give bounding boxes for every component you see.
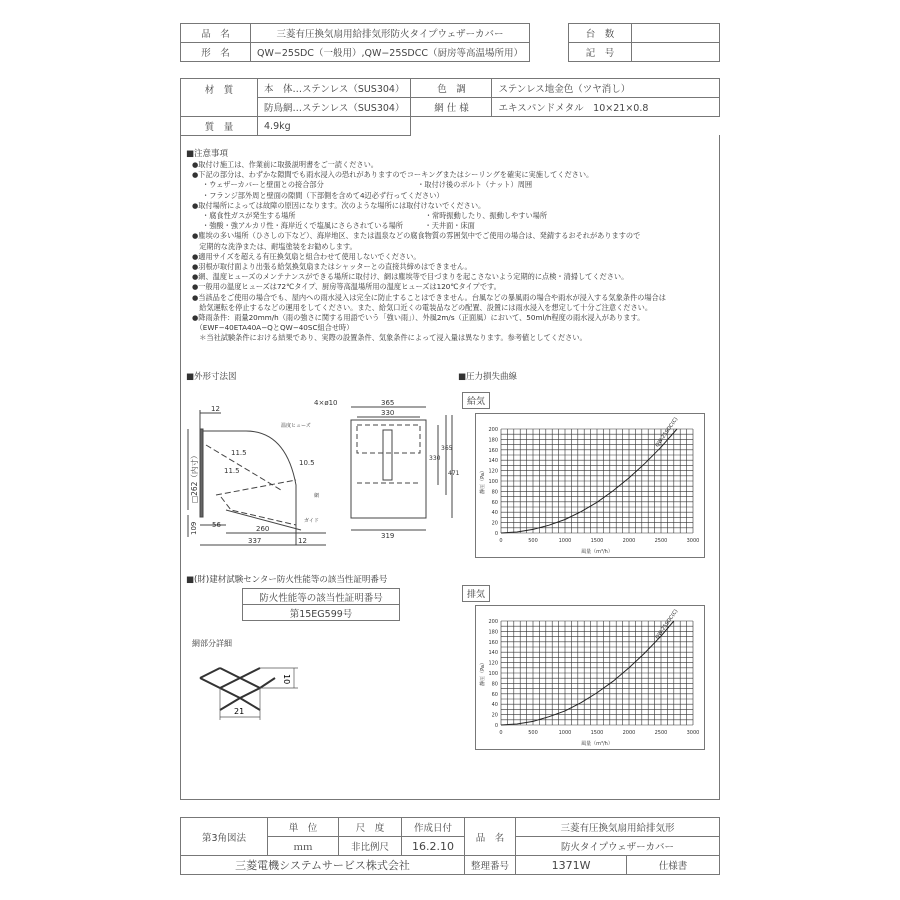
product-label: 品 名 [181, 24, 251, 43]
y-axis-label: 静圧（Pa） [480, 468, 486, 494]
y-axis-label: 静圧（Pa） [480, 660, 486, 686]
note-line: ・ウェザーカバーと壁面との接合部分 ・取付け後のボルト（ナット）周囲 [202, 180, 533, 190]
y-tick-label: 160 [488, 447, 498, 454]
y-tick-label: 200 [488, 427, 498, 433]
y-tick-label: 80 [491, 489, 498, 496]
mesh-height-dim: 10 [282, 674, 291, 685]
product-value: 三菱有圧換気扇用給排気形防火タイプウェザーカバー [251, 24, 530, 43]
y-tick-label: 100 [488, 479, 498, 485]
x-axis-label: 風量（m³/h） [581, 741, 613, 747]
exhaust-chart-label: 排気 [462, 585, 490, 602]
y-tick-label: 0 [494, 723, 498, 729]
color-value: ステンレス地金色（ツヤ消し） [492, 79, 720, 98]
scale-label: 尺 度 [339, 818, 402, 837]
supply-chart-label: 給気 [462, 392, 490, 409]
product-label: 品 名 [465, 818, 516, 856]
qty-value [632, 24, 720, 43]
y-tick-label: 80 [491, 681, 498, 688]
dim-label: 109 [190, 521, 198, 535]
title-block [180, 817, 720, 875]
x-tick-label: 1000 [558, 730, 572, 736]
note-line: ＊当社試験条件における結果であり、実際の設置条件、気象条件によって浸入量は異なります。参考値としてください。 [192, 333, 587, 343]
exhaust-pressure-chart [475, 605, 705, 750]
outline-drawing [186, 385, 460, 555]
scale-value: 非比例尺 [339, 837, 402, 856]
dim-label: 56 [212, 521, 221, 529]
x-axis-label: 風量（m³/h） [581, 549, 613, 555]
dim-label: 319 [381, 532, 395, 540]
dim-label: 471 [448, 470, 460, 477]
mark-label: 記 号 [569, 43, 632, 62]
x-tick-label: 500 [528, 730, 538, 736]
x-tick-label: 2500 [654, 538, 668, 544]
date-label: 作成日付 [402, 818, 465, 837]
y-tick-label: 0 [494, 531, 498, 537]
outline-title: ■外形寸法図 [186, 372, 237, 382]
certification-header: 防火性能等の該当性証明番号 [243, 589, 400, 605]
x-tick-label: 2500 [654, 730, 668, 736]
materials-table [180, 78, 720, 136]
product-line2: 防火タイプウェザーカバー [516, 837, 720, 856]
y-tick-label: 40 [491, 702, 498, 709]
series-label: QW-25SDC(C) [654, 416, 680, 449]
foundation-mark: 財 [197, 575, 206, 585]
note-line: ●適用サイズを超える有圧換気扇と組合わせて使用しないでください。 [192, 251, 421, 261]
qty-label: 台 数 [569, 24, 632, 43]
certification-title: ■(財)建材試験センター防火性能等の該当性証明番号 [186, 575, 388, 585]
dim-label: □262（内寸） [190, 451, 199, 503]
y-tick-label: 140 [488, 458, 498, 465]
color-label: 色 調 [411, 79, 492, 98]
x-tick-label: 3000 [686, 730, 700, 736]
note-line: （EWF−40ETA40A−QとQW−40SC組合せ時） [192, 323, 354, 333]
x-tick-label: 500 [528, 538, 538, 544]
callout-label: 温度ヒューズ [281, 423, 311, 429]
dim-label: 365 [381, 399, 395, 407]
x-tick-label: 1500 [590, 730, 604, 736]
notes-section [186, 148, 716, 344]
material-mesh: 防鳥網…ステンレス（SUS304） [258, 98, 411, 117]
series-label: QW-25SDC(C) [654, 608, 680, 641]
y-tick-label: 180 [488, 437, 498, 444]
y-tick-label: 20 [491, 712, 498, 719]
certification-title-text: 建材試験センター防火性能等の該当性証明番号 [209, 575, 388, 585]
mark-value [632, 43, 720, 62]
dim-label: 4×ø10 [314, 399, 338, 407]
note-line: 給気運転を停止するなどの運用をしてください。また、給気口近くの電装品などの配置、設置には雨水浸入を想定して十分ご注意ください。 [192, 302, 653, 312]
y-tick-label: 120 [488, 660, 498, 667]
product-table [180, 23, 530, 62]
weight-label: 質 量 [181, 117, 258, 136]
y-tick-label: 120 [488, 468, 498, 475]
note-line: ・強酸・強アルカリ性・海岸近くで塩風にさらされている場所 ・天井面・床面 [202, 221, 475, 231]
unit-value: ｍｍ [268, 837, 339, 856]
mesh-label: 網 仕 様 [411, 98, 492, 117]
dim-label: 11.5 [231, 449, 247, 457]
mesh-detail-drawing [190, 650, 300, 725]
model-label: 形 名 [181, 43, 251, 62]
x-tick-label: 2000 [622, 730, 636, 736]
product-line1: 三菱有圧換気扇用給排気形 [516, 818, 720, 837]
note-line: ●塵埃の多い場所（ひさしの下など）、海岸地区、または温泉などの腐食物質の雰囲気中でご使用の場合は、発錆するおそれがありますので [192, 231, 641, 241]
certification-table [242, 588, 400, 621]
note-line: ・フランジ部外周と壁面の隙間（下部側を含めて4辺必ず行ってください） [202, 190, 444, 200]
quantity-table [568, 23, 720, 62]
y-tick-label: 200 [488, 619, 498, 625]
dim-label: 365 [441, 445, 453, 452]
mesh-detail-title: 網部分詳細 [192, 639, 232, 648]
x-tick-label: 3000 [686, 538, 700, 544]
y-tick-label: 60 [491, 499, 498, 506]
y-tick-label: 140 [488, 650, 498, 657]
y-tick-label: 60 [491, 691, 498, 698]
bullet: ■ [186, 575, 195, 585]
note-line: 定期的な洗浄または、耐塩塗装をお勧めします。 [192, 241, 357, 251]
material-label: 材 質 [181, 79, 258, 117]
doc-type: 仕様書 [627, 856, 720, 875]
company-name: 三菱電機システムサービス株式会社 [181, 856, 465, 875]
y-tick-label: 160 [488, 639, 498, 646]
weight-value: 4.9kg [258, 117, 411, 136]
y-tick-label: 180 [488, 629, 498, 636]
dim-label: 11.5 [224, 467, 240, 475]
note-line: ●当該品をご使用の場合でも、屋内への雨水浸入は完全に防止することはできません。台風などの暴風雨の場合や雨水が浸入する気象条件の場合は [192, 292, 666, 302]
note-line: ●羽根が取付面より出張る給気換気扇またはシャッターとの直接共締めはできません。 [192, 262, 472, 272]
dim-label: 12 [211, 405, 220, 413]
note-line: ●一般用の温度ヒューズは72℃タイプ、厨房等高温場所用の温度ヒューズは120℃タイプです。 [192, 282, 501, 292]
supply-pressure-chart [475, 413, 705, 558]
callout-label: ガイド [304, 518, 319, 524]
note-line: ●降雨条件：雨量20mm/h（雨の強さに関する用語でいう「強い雨」）、外風2m/s（正面風）において、50ml/h程度の雨水浸入があります。 [192, 313, 645, 323]
dim-label: 260 [256, 525, 270, 533]
x-tick-label: 0 [499, 538, 503, 544]
material-body: 本 体…ステンレス（SUS304） [258, 79, 411, 98]
pressure-title: ■圧力損失曲線 [458, 372, 518, 382]
x-tick-label: 2000 [622, 538, 636, 544]
callout-label: 網 [314, 493, 320, 499]
y-tick-label: 40 [491, 510, 498, 517]
y-tick-label: 20 [491, 520, 498, 527]
x-tick-label: 1000 [558, 538, 572, 544]
note-line: ●取付場所によっては故障の原因になります。次のような場所には取付けないでください。 [192, 200, 486, 210]
dim-label: 12 [298, 537, 307, 545]
x-tick-label: 1500 [590, 538, 604, 544]
mesh-width-dim: 21 [234, 707, 245, 716]
y-tick-label: 100 [488, 671, 498, 677]
note-line: ●取付け施工は、作業前に取扱説明書をご一読ください。 [192, 160, 378, 169]
x-tick-label: 0 [499, 730, 503, 736]
projection-method: 第3角図法 [181, 818, 268, 856]
ref-label: 整理番号 [465, 856, 516, 875]
dim-label: 10.5 [299, 459, 315, 467]
ref-value: 1371W [516, 856, 627, 875]
dim-label: 330 [381, 409, 395, 417]
certification-number: 第15EG599号 [243, 605, 400, 621]
dim-label: 337 [248, 537, 262, 545]
unit-label: 単 位 [268, 818, 339, 837]
model-value: QW−25SDC（一般用）,QW−25SDCC（厨房等高温場所用） [251, 43, 530, 62]
note-line: ・腐食性ガスが発生する場所 ・常時振動したり、振動しやすい場所 [202, 211, 548, 221]
note-line: ●網、温度ヒューズのメンテナンスができる場所に取付け、網は塵埃等で目づまりを起こさないよう定期的に点検・清掃してください。 [192, 272, 629, 282]
date-value: 16.2.10 [402, 837, 465, 856]
note-line: ●下記の部分は、わずかな隙間でも雨水浸入の恐れがありますのでコーキングまたはシーリングを確実に実施してください。 [192, 170, 594, 180]
notes-title: ■注意事項 [186, 149, 229, 159]
mesh-value: エキスパンドメタル 10×21×0.8 [492, 98, 720, 117]
dim-label: 330 [429, 455, 441, 462]
